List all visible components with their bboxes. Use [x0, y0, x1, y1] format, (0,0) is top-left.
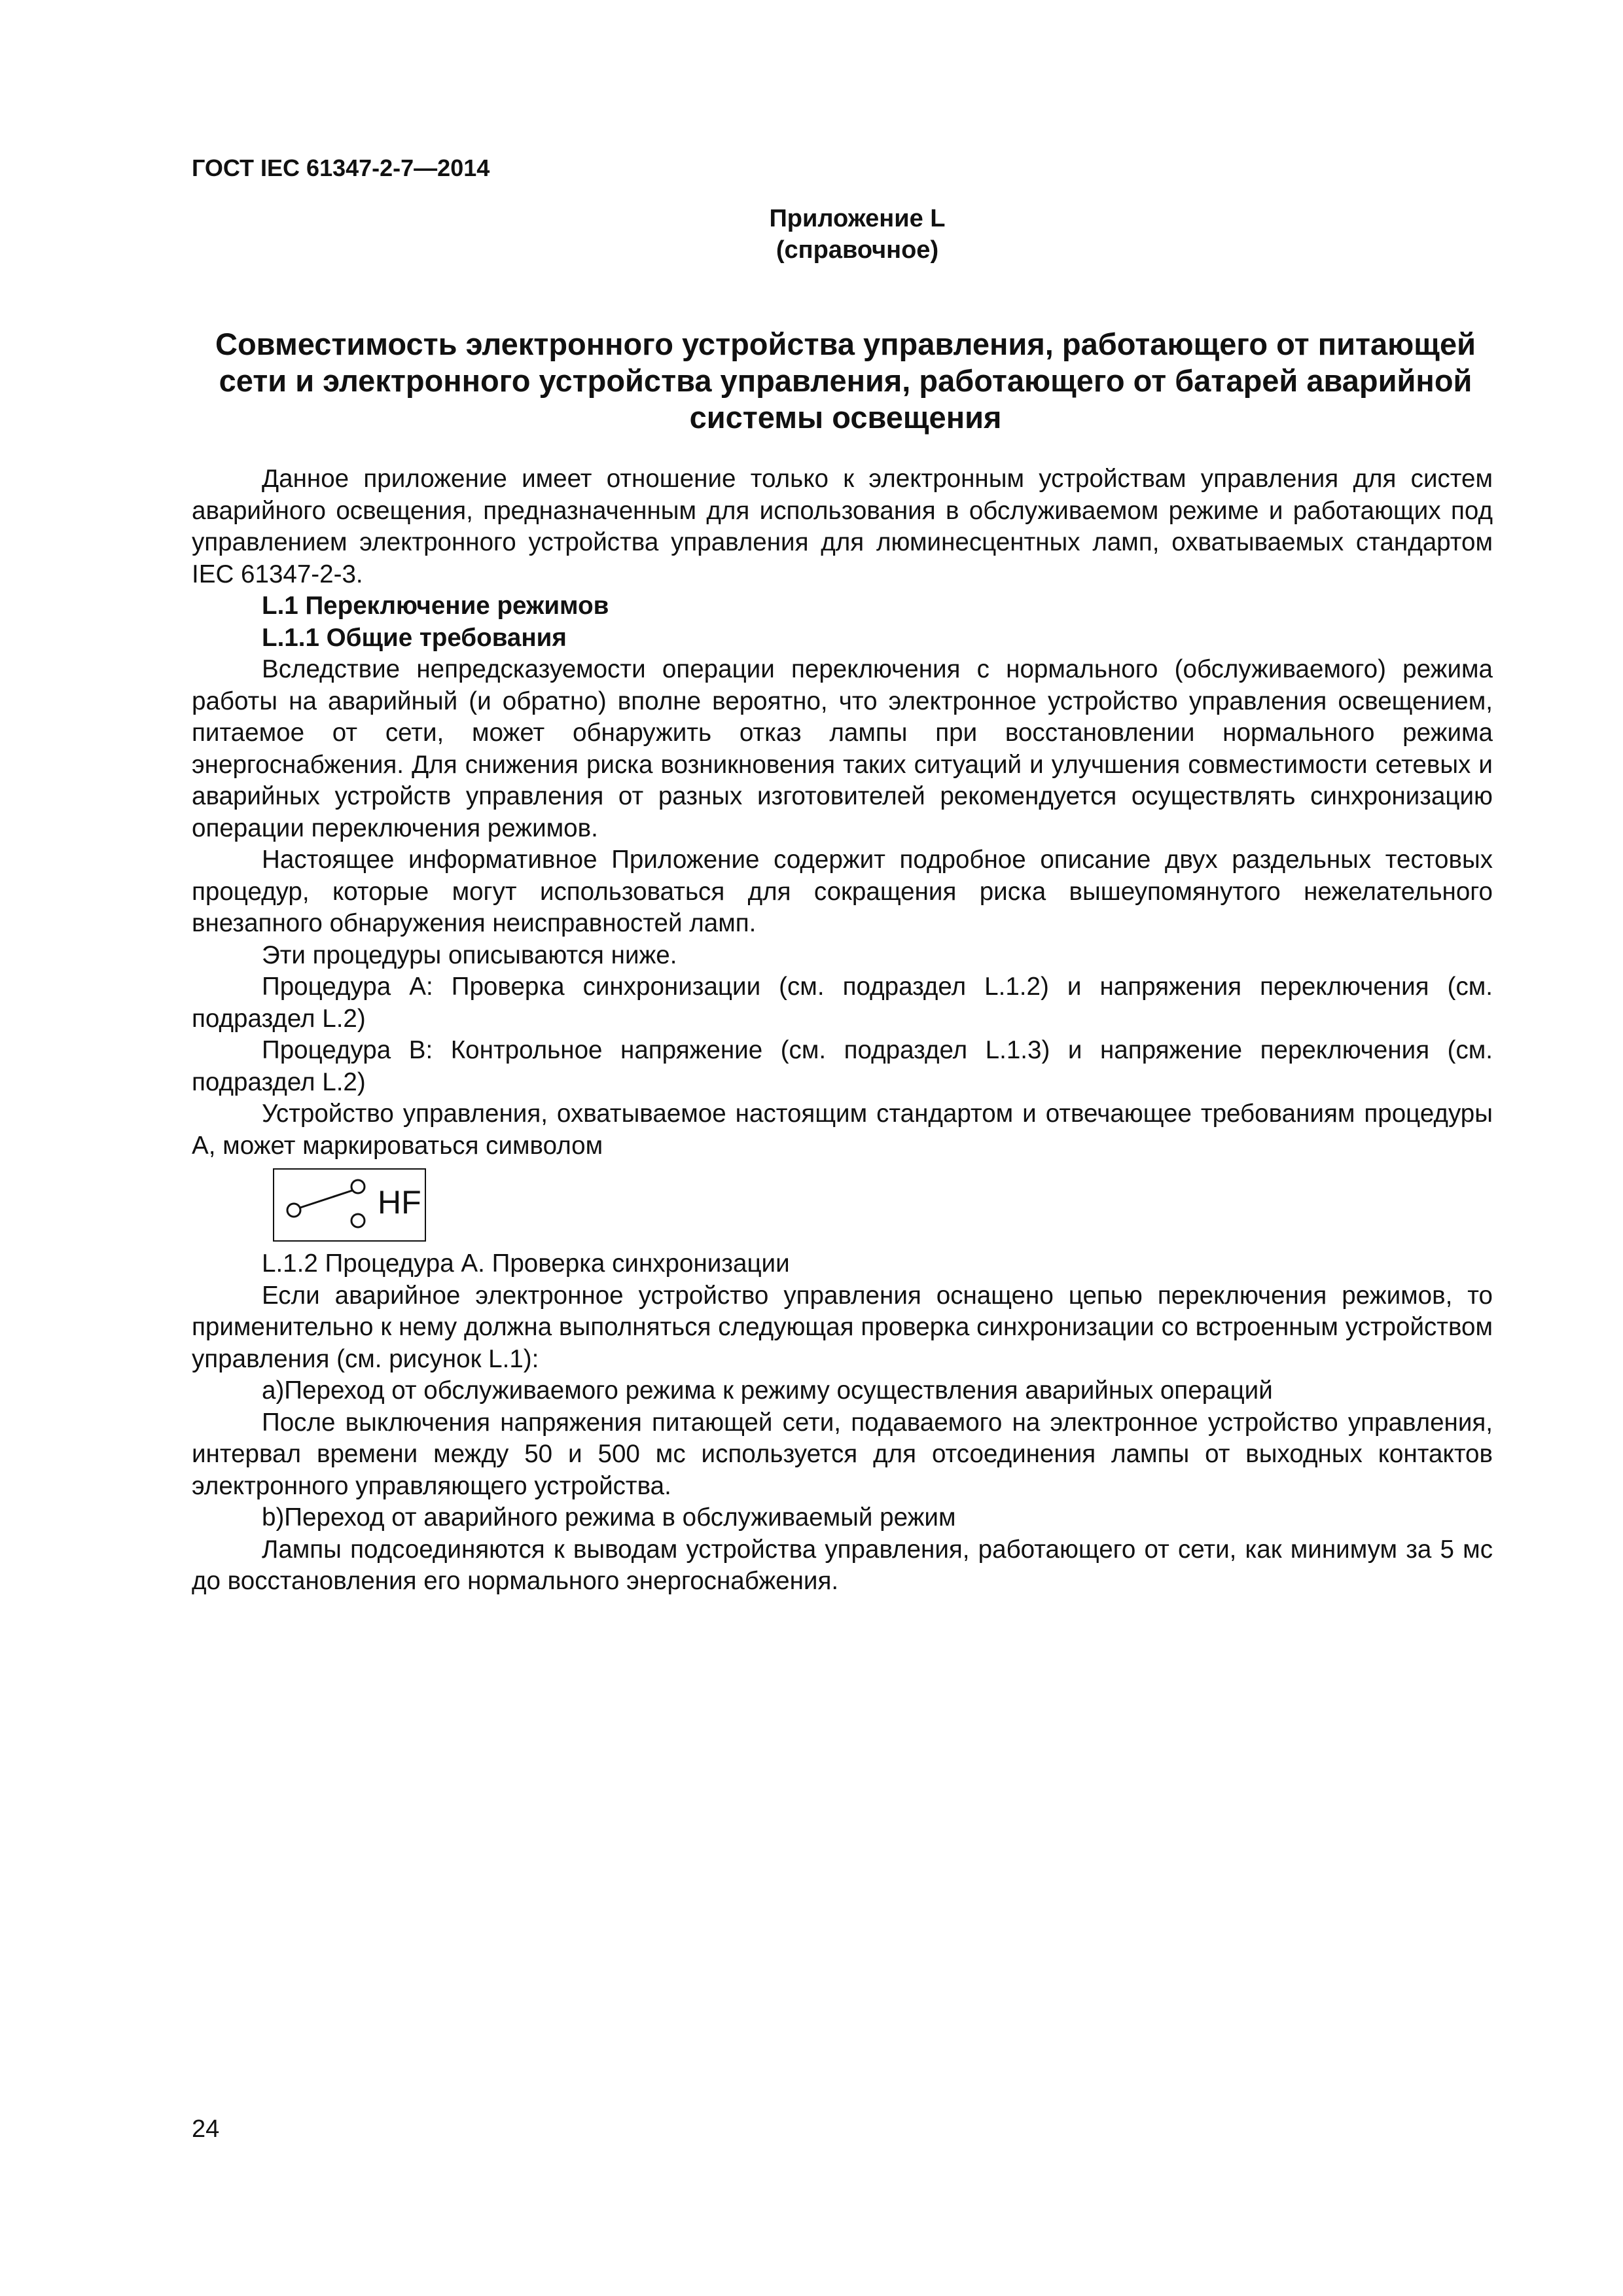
paragraph: Эти процедуры описываются ниже. [262, 941, 677, 969]
paragraph: Настоящее информативное Приложение содержит подробное описание двух раздельных тестовых процедур, которые могут использоваться для сокращения риска вышеупомянутого нежелательного внезапного обнаружения неисправностей ламп. [192, 846, 1493, 937]
paragraph: Устройство управления, охватываемое настоящим стандартом и отвечающее требованиям процедуры А, может маркироваться символом [192, 1100, 1493, 1160]
body-text [192, 463, 1493, 1598]
section-heading-l1: L.1 Переключение режимов [262, 592, 609, 620]
document-code: ГОСТ IEC 61347-2-7—2014 [192, 154, 490, 181]
intro-paragraph: Данное приложение имеет отношение только к электронным устройствам управления для систем аварийного освещения, предназначенным для использования в обслуживаемом режиме и работающих под управлением электронного устройства управления для люминесцентных ламп, охватываемых стандартом IEC 61347-2-3. [192, 465, 1493, 588]
paragraph: Вследствие непредсказуемости операции переключения с нормального (обслуживаемого) режима работы на аварийный (и обратно) вполне вероятно, что электронное устройство управления освещением, питаемое от сети, может обнаружить отказ лампы при восстановлении нормального режима энергоснабжения. Для снижения риска возникновения таких ситуаций и улучшения совместимости сетевых и аварийных устройств управления от разных изготовителей рекомендуется осуществлять синхронизацию операции переключения режимов. [192, 655, 1493, 842]
paragraph: Лампы подсоединяются к выводам устройства управления, работающего от сети, как минимум за 5 мс до восстановления его нормального энергоснабжения. [192, 1535, 1493, 1595]
hf-switch-symbol [273, 1168, 426, 1242]
annex-label: Приложение L [769, 205, 946, 232]
annex-type: (справочное) [776, 236, 939, 264]
list-item-b: b)Переход от аварийного режима в обслуживаемый режим [262, 1503, 956, 1532]
section-heading-l11: L.1.1 Общие требования [262, 623, 567, 652]
subsection-heading-l12: L.1.2 Процедура А. Проверка синхронизации [262, 1249, 790, 1278]
list-item-a: a)Переход от обслуживаемого режима к режиму осуществления аварийных операций [262, 1376, 1273, 1405]
paragraph: Если аварийное электронное устройство управления оснащено цепью переключения режимов, то применительно к нему должна выполняться следующая проверка синхронизации со встроенным устройством управления (см. рисунок L.1): [192, 1281, 1493, 1373]
paragraph: Процедура В: Контрольное напряжение (см. подраздел L.1.3) и напряжение переключения (см. подраздел L.2) [192, 1036, 1493, 1096]
paragraph: После выключения напряжения питающей сети, подаваемого на электронное устройство управления, интервал времени между 50 и 500 мс используется для отсоединения лампы от выходных контактов электронного управляющего устройства. [192, 1408, 1493, 1500]
annex-heading [759, 203, 955, 266]
paragraph: Процедура А: Проверка синхронизации (см. подраздел L.1.2) и напряжения переключения (см. подраздел L.2) [192, 973, 1493, 1033]
hf-label: HF [378, 1184, 421, 1221]
page-number: 24 [192, 2115, 220, 2143]
annex-title: Совместимость электронного устройства управления, работающего от питающей сети и электронного устройства управления, работающего от батарей аварийной системы освещения [215, 327, 1476, 435]
